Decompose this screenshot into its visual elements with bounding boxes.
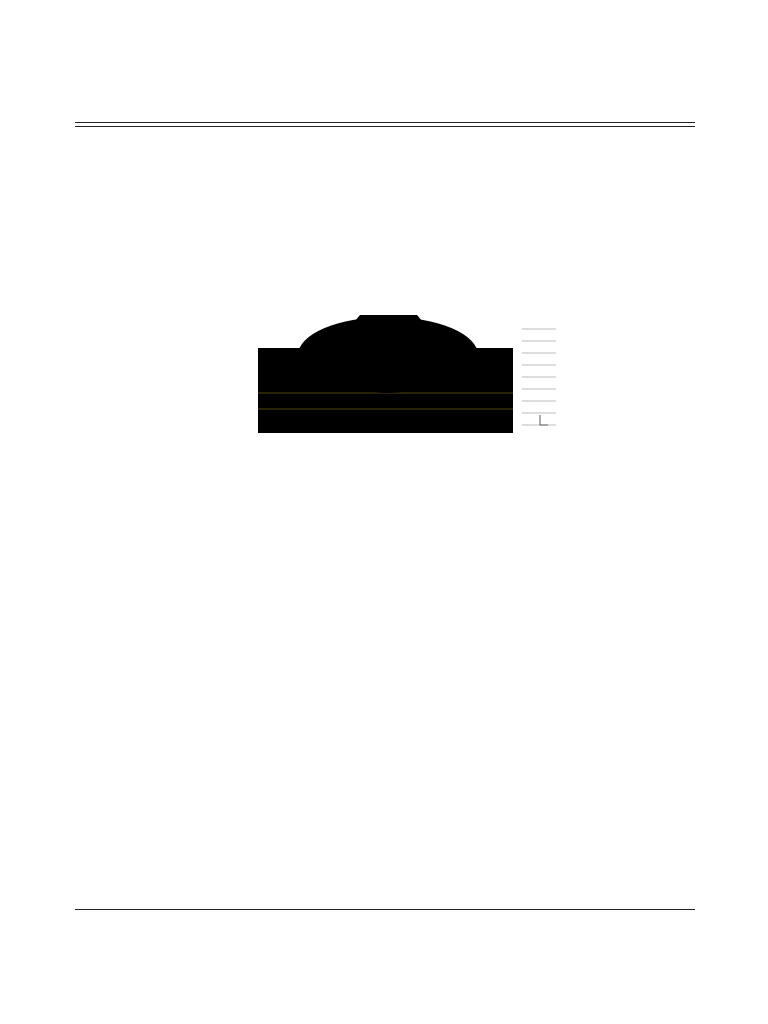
contour-core: [350, 317, 430, 353]
soil-layer-lower: [258, 409, 513, 433]
soil-layer-middle: [258, 393, 513, 409]
contour-figure: [200, 313, 570, 440]
copyright-line: [75, 933, 695, 949]
header-rule-lower: [75, 126, 695, 127]
header-rule-upper: [75, 122, 695, 123]
footer-rule: [75, 909, 695, 910]
